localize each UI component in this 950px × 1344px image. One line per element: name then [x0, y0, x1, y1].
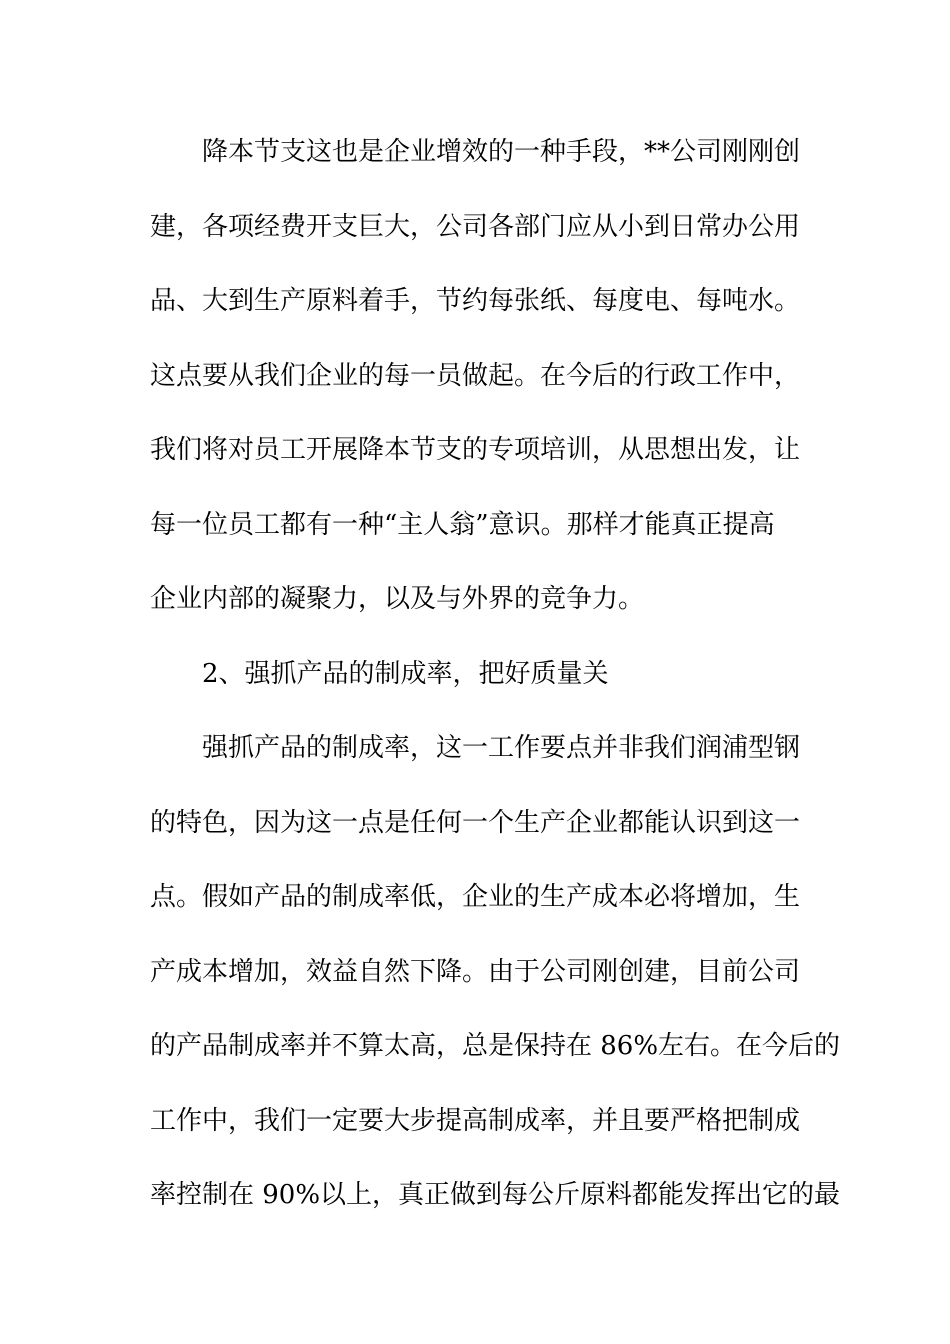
paragraph-line: 企业内部的凝聚力，以及与外界的竞争力。	[150, 584, 645, 614]
paragraph-line: 我们将对员工开展降本节支的专项培训，从思想出发，让	[150, 435, 801, 465]
paragraph-line: 品、大到生产原料着手，节约每张纸、每度电、每吨水。	[150, 286, 801, 316]
document-body	[150, 128, 841, 1246]
paragraph-line: 降本节支这也是企业增效的一种手段，**公司刚刚创	[202, 137, 801, 167]
paragraph-line: 的产品制成率并不算太高，总是保持在 86%左右。在今后的	[150, 1031, 841, 1061]
paragraph-line: 的特色，因为这一点是任何一个生产企业都能认识到这一	[150, 807, 801, 838]
paragraph-line: 产成本增加，效益自然下降。由于公司刚创建，目前公司	[150, 956, 801, 987]
paragraph-line: 这点要从我们企业的每一员做起。在今后的行政工作中，	[150, 360, 801, 391]
paragraph-line: 每一位员工都有一种“主人翁”意识。那样才能真正提高	[150, 509, 775, 540]
paragraph-line: 建，各项经费开支巨大，公司各部门应从小到日常办公用	[150, 211, 801, 242]
paragraph-line: 率控制在 90%以上，真正做到每公斤原料都能发挥出它的最	[150, 1180, 841, 1210]
paragraph-line: 工作中，我们一定要大步提高制成率，并且要严格把制成	[150, 1105, 801, 1136]
section-heading: 2、强抓产品的制成率，把好质量关	[202, 658, 609, 689]
paragraph-line: 点。假如产品的制成率低，企业的生产成本必将增加，生	[150, 882, 801, 912]
paragraph-line: 强抓产品的制成率，这一工作要点并非我们润浦型钢	[202, 733, 801, 763]
